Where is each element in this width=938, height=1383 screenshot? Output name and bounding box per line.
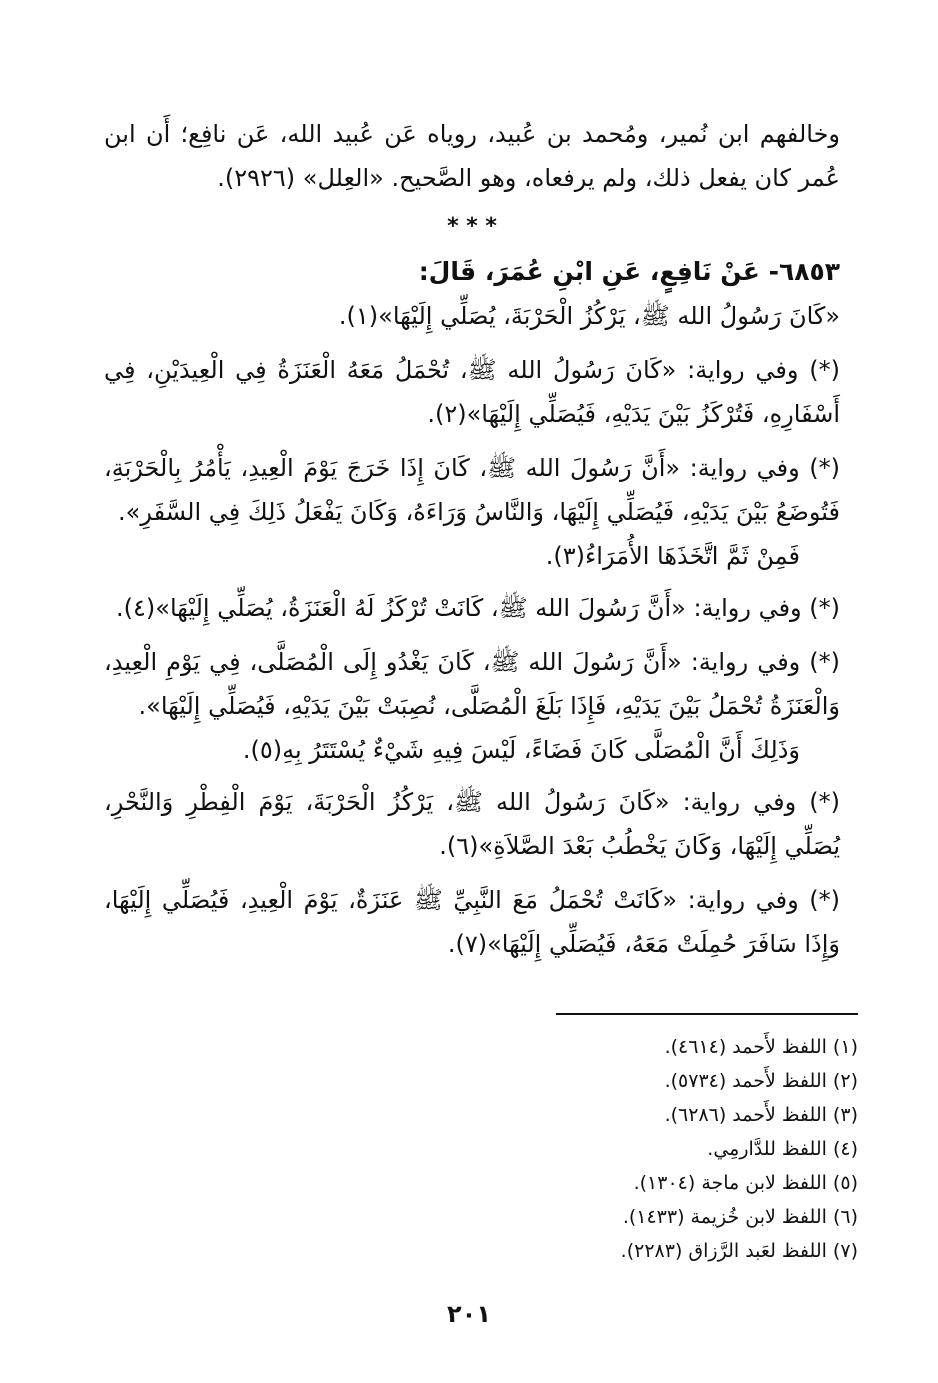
page-body <box>104 112 840 976</box>
footnote-2: (٢) اللفظ لأَحمد (٥٧٣٤). <box>664 1070 858 1092</box>
hadith-heading: ٦٨٥٣- عَنْ نَافِعٍ، عَنِ ابْنِ عُمَرَ، قَالَ: <box>418 257 840 286</box>
footnote-divider <box>556 1013 858 1015</box>
intro-paragraph: وخالفهم ابن نُمير، ومُحمد بن عُبيد، روياه عَن عُبيد الله، عَن نافِع؛ أَن ابن عُمر كان يفعل ذلك، ولم يرفعاه، وهو الصَّحيح. «العِلل» (٢٩٢٦). <box>104 120 840 192</box>
footnote-7: (٧) اللفظ لعَبد الرَّزاق (٢٢٨٣). <box>620 1240 858 1262</box>
page-number: ٢٠١ <box>447 1300 491 1328</box>
narration-1: (*) وفي رواية: «كَانَ رَسُولُ الله ﷺ، تُحْمَلُ مَعَهُ الْعَنَزَةُ فِي الْعِيدَيْنِ، فِي أَسْفَارِهِ، فَتُرْكَزُ بَيْنَ يَدَيْهِ، فَيُصَلِّي إِلَيْهَا»(٢). <box>104 356 840 428</box>
footnote-5: (٥) اللفظ لابن ماجة (١٣٠٤). <box>633 1172 858 1194</box>
section-separator: * * * <box>447 214 497 239</box>
footnotes <box>118 1030 858 1268</box>
narration-5: (*) وفي رواية: «كَانَ رَسُولُ الله ﷺ، يَرْكُزُ الْحَرْبَةَ، يَوْمَ الْفِطْرِ وَالنَّحْرِ، يُصَلِّي إِلَيْهَا، وَكَانَ يَخْطُبُ بَعْدَ الصَّلاَةِ»(٦). <box>104 788 840 860</box>
narration-4-note: وَذَلِكَ أَنَّ الْمُصَلَّى كَانَ فَضَاءً، لَيْسَ فِيهِ شَيْءٌ يُسْتَتَرُ بِهِ(٥). <box>242 736 800 764</box>
hadith-main-text: «كَانَ رَسُولُ الله ﷺ، يَرْكُزُ الْحَرْبَةَ، يُصَلِّي إِلَيْهَا»(١). <box>338 302 840 330</box>
narration-3: (*) وفي رواية: «أَنَّ رَسُولَ الله ﷺ، كَانَتْ تُرْكَزُ لَهُ الْعَنَزَةُ، يُصَلِّي إِلَيْهَا»(٤). <box>116 594 840 622</box>
footnote-3: (٣) اللفظ لأَحمد (٦٢٨٦). <box>664 1104 858 1126</box>
narration-6: (*) وفي رواية: «كَانَتْ تُحْمَلُ مَعَ النَّبِيِّ ﷺ عَنَزَةٌ، يَوْمَ الْعِيدِ، فَيُصَلِّي إِلَيْهَا، وَإِذَا سَافَرَ حُمِلَتْ مَعَهُ، فَيُصَلِّي إِلَيْهَا»(٧). <box>104 886 840 958</box>
footnote-4: (٤) اللفظ للدَّارمِي. <box>707 1138 858 1160</box>
footnote-1: (١) اللفظ لأَحمد (٤٦١٤). <box>664 1036 858 1058</box>
narration-2: (*) وفي رواية: «أَنَّ رَسُولَ الله ﷺ، كَانَ إِذَا خَرَجَ يَوْمَ الْعِيدِ، يَأْمُرُ بِالْحَرْبَةِ، فَتُوضَعُ بَيْنَ يَدَيْهِ، فَيُصَلِّي إِلَيْهَا، وَالنَّاسُ وَرَاءَهُ، وَكَانَ يَفْعَلُ ذَلِكَ فِي السَّفَرِ». <box>104 454 840 526</box>
narration-2-note: فَمِنْ ثَمَّ اتَّخَذَهَا الأُمَرَاءُ(٣). <box>545 542 800 570</box>
footnote-6: (٦) اللفظ لابن خُزيمة (١٤٣٣). <box>622 1206 858 1228</box>
narration-4: (*) وفي رواية: «أَنَّ رَسُولَ الله ﷺ، كَانَ يَغْدُو إِلَى الْمُصَلَّى، فِي يَوْمِ الْعِيدِ، وَالْعَنَزَةُ تُحْمَلُ بَيْنَ يَدَيْهِ، فَإِذَا بَلَغَ الْمُصَلَّى، نُصِبَتْ بَيْنَ يَدَيْهِ، فَيُصَلِّي إِلَيْهَا». <box>104 648 840 720</box>
